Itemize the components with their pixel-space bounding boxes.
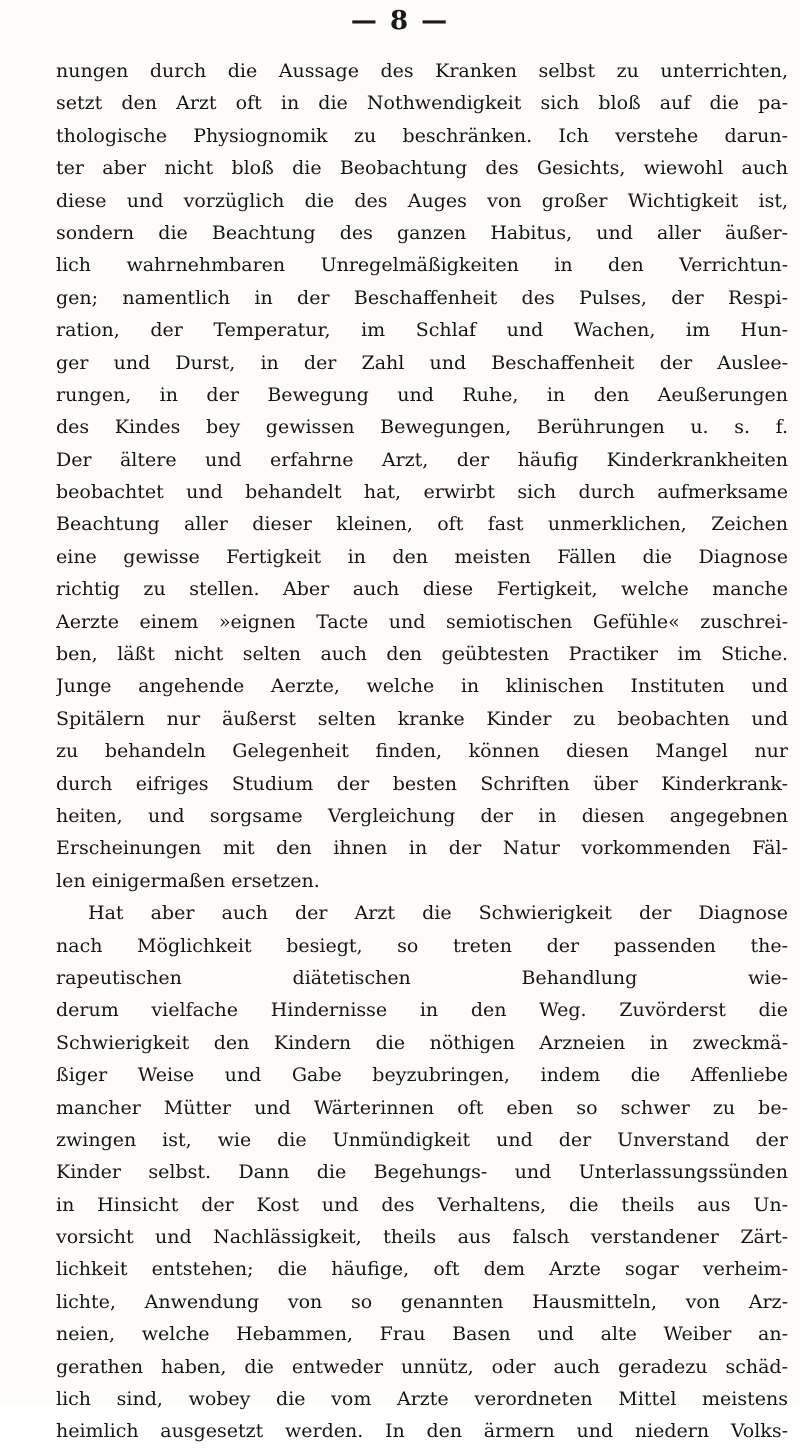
text-line: ger und Durst, in der Zahl und Beschaffenheit der Auslee- xyxy=(56,351,788,374)
text-line: Junge angehende Aerzte, welche in klinischen Instituten und xyxy=(56,675,788,698)
text-line: Aerzte einem »eignen Tacte und semiotischen Gefühle« zuschrei- xyxy=(56,610,788,633)
text-line: durch eifriges Studium der besten Schriften über Kinderkrank- xyxy=(56,772,788,795)
page-number: — 8 — xyxy=(350,6,450,36)
text-line: ben, läßt nicht selten auch den geübtesten Practiker im Stiche. xyxy=(56,643,788,666)
text-line: thologische Physiognomik zu beschränken. Ich verstehe darun- xyxy=(56,124,788,147)
paragraph-start-line: Hat aber auch der Arzt die Schwierigkeit der Diagnose xyxy=(88,902,788,925)
text-line: neien, welche Hebammen, Frau Basen und alte Weiber an- xyxy=(56,1323,788,1346)
text-line: Der ältere und erfahrne Arzt, der häufig Kinderkrankheiten xyxy=(56,448,788,471)
text-line: Schwierigkeit den Kindern die nöthigen Arzneien in zweckmä- xyxy=(56,1031,788,1054)
text-line: diese und vorzüglich die des Auges von großer Wichtigkeit ist, xyxy=(56,189,788,212)
text-line: gerathen haben, die entweder unnütz, oder auch geradezu schäd- xyxy=(56,1355,788,1378)
text-line: lich sind, wobey die vom Arzte verordneten Mittel meistens xyxy=(56,1388,788,1411)
text-line: zu behandeln Gelegenheit finden, können diesen Mangel nur xyxy=(56,740,788,763)
text-line: sondern die Beachtung des ganzen Habitus, und aller äußer- xyxy=(56,221,788,244)
text-line: ßiger Weise und Gabe beyzubringen, indem die Affenliebe xyxy=(56,1064,788,1087)
text-line: Kinder selbst. Dann die Begehungs- und Unterlassungssünden xyxy=(56,1161,788,1184)
text-line: vorsicht und Nachlässigkeit, theils aus falsch verstandener Zärt- xyxy=(56,1226,788,1249)
paragraph-end-line: len einigermaßen ersetzen. xyxy=(56,869,320,892)
text-line: mancher Mütter und Wärterinnen oft eben so schwer zu be- xyxy=(56,1096,788,1119)
text-line: gen; namentlich in der Beschaffenheit des Pulses, der Respi- xyxy=(56,286,788,309)
text-line: derum vielfache Hindernisse in den Weg. Zuvörderst die xyxy=(56,999,788,1022)
text-line: Erscheinungen mit den ihnen in der Natur vorkommenden Fäl- xyxy=(56,837,788,860)
text-line: beobachtet und behandelt hat, erwirbt sich durch aufmerksame xyxy=(56,481,788,504)
body-text xyxy=(56,55,788,1448)
text-line: eine gewisse Fertigkeit in den meisten Fällen die Diagnose xyxy=(56,545,788,568)
text-line: Spitälern nur äußerst selten kranke Kinder zu beobachten und xyxy=(56,707,788,730)
text-line: rungen, in der Bewegung und Ruhe, in den Aeußerungen xyxy=(56,383,788,406)
text-line: heiten, und sorgsame Vergleichung der in diesen angegebnen xyxy=(56,804,788,827)
text-line: in Hinsicht der Kost und des Verhaltens, die theils aus Un- xyxy=(56,1193,788,1216)
text-line: rapeutischen diätetischen Behandlung wie- xyxy=(56,966,788,989)
text-line: lichte, Anwendung von so genannten Hausmitteln, von Arz- xyxy=(56,1290,788,1313)
text-line: Beachtung aller dieser kleinen, oft fast unmerklichen, Zeichen xyxy=(56,513,788,536)
text-line: zwingen ist, wie die Unmündigkeit und der Unverstand der xyxy=(56,1128,788,1151)
text-line: setzt den Arzt oft in die Nothwendigkeit sich bloß auf die pa- xyxy=(56,92,788,115)
text-line: lich wahrnehmbaren Unregelmäßigkeiten in den Verrichtun- xyxy=(56,254,788,277)
text-line: nungen durch die Aussage des Kranken selbst zu unterrichten, xyxy=(56,60,788,82)
text-line: ration, der Temperatur, im Schlaf und Wachen, im Hun- xyxy=(56,319,788,342)
text-line: ter aber nicht bloß die Beobachtung des Gesichts, wiewohl auch xyxy=(56,157,788,180)
text-line: richtig zu stellen. Aber auch diese Fertigkeit, welche manche xyxy=(56,578,788,601)
text-line: lichkeit entstehen; die häufige, oft dem Arzte sogar verheim- xyxy=(56,1258,788,1281)
text-line: des Kindes bey gewissen Bewegungen, Berührungen u. s. f. xyxy=(56,416,788,439)
text-line: heimlich ausgesetzt werden. In den ärmern und niedern Volks- xyxy=(56,1420,788,1443)
text-line: nach Möglichkeit besiegt, so treten der passenden the- xyxy=(56,934,788,957)
